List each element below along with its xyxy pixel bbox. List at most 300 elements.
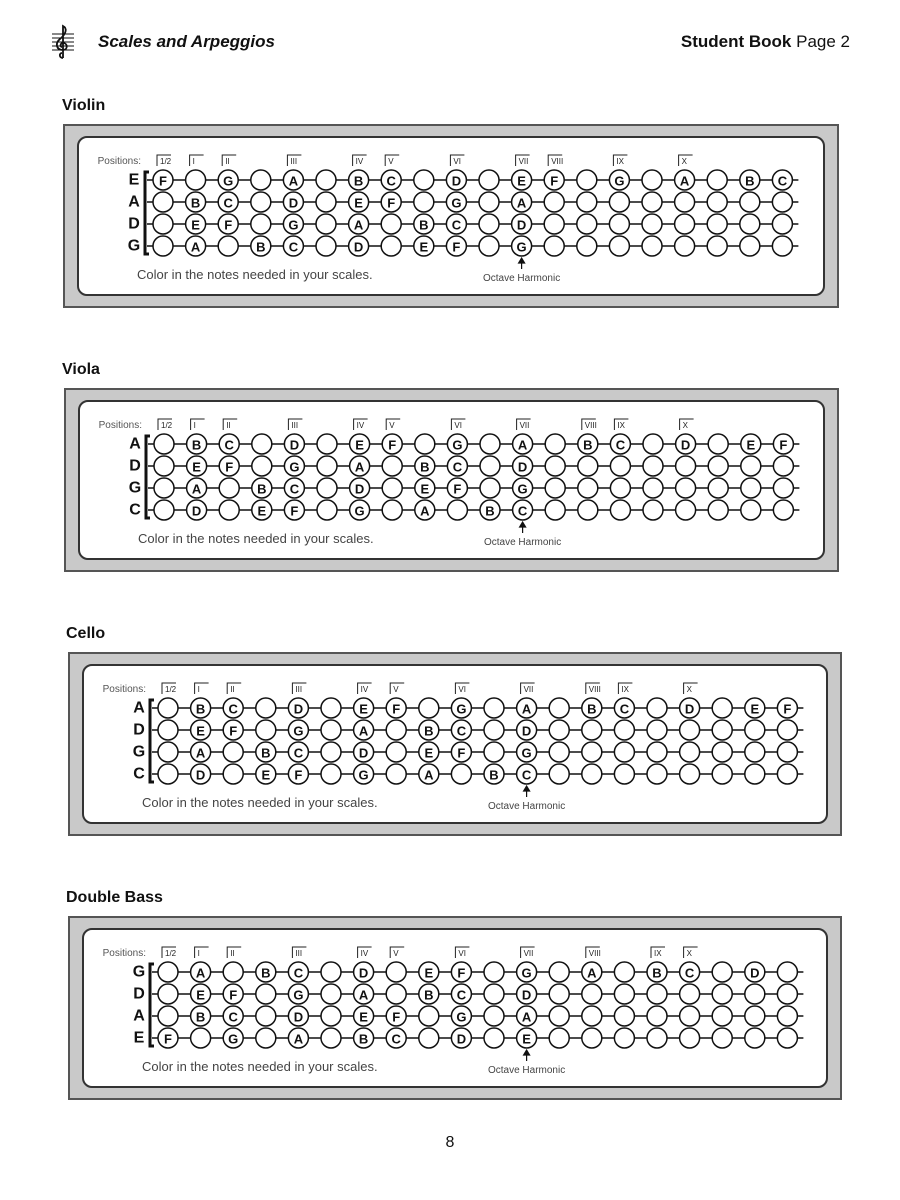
note-label: G <box>516 239 527 255</box>
note-circle <box>647 720 667 740</box>
note-label: F <box>453 481 462 497</box>
note-label: G <box>293 987 304 1003</box>
section-title-cello: Cello <box>66 625 106 642</box>
note-label: C <box>456 987 467 1003</box>
note-circle <box>773 500 793 520</box>
cello-fingerboard-chart <box>84 666 832 826</box>
note-label: D <box>353 239 364 255</box>
string-name-g: G <box>132 963 146 981</box>
positions-label: Positions: <box>102 684 146 695</box>
note-circle <box>676 500 696 520</box>
string-name-g: G <box>127 237 141 255</box>
note-circle <box>386 720 406 740</box>
position-marker-label: IV <box>355 157 364 166</box>
position-marker-label: IV <box>360 949 369 958</box>
note-circle <box>647 698 667 718</box>
double-bass-fingerboard-chart <box>84 930 832 1090</box>
octave-harmonic-label: Octave Harmonic <box>487 1065 566 1076</box>
note-circle <box>708 478 728 498</box>
note-circle <box>218 236 238 256</box>
note-circle <box>321 984 341 1004</box>
note-circle <box>321 1006 341 1026</box>
positions-label: Positions: <box>98 420 142 431</box>
note-label: F <box>290 503 299 519</box>
note-label: F <box>229 723 238 739</box>
note-label: G <box>452 437 463 453</box>
note-circle <box>321 720 341 740</box>
note-circle <box>154 456 174 476</box>
position-marker-label: II <box>230 685 235 694</box>
position-marker-label: IV <box>360 685 369 694</box>
note-circle <box>544 192 564 212</box>
string-name-d: D <box>128 215 140 233</box>
note-label: B <box>583 437 593 453</box>
note-circle <box>451 764 471 784</box>
note-label: A <box>354 459 365 475</box>
note-circle <box>740 236 760 256</box>
note-label: C <box>391 1031 401 1047</box>
note-circle <box>158 1006 178 1026</box>
note-circle <box>582 984 602 1004</box>
note-circle <box>419 1028 439 1048</box>
positions-label: Positions: <box>97 156 141 167</box>
note-label: F <box>225 459 234 475</box>
note-label: B <box>424 723 434 739</box>
note-label: E <box>424 965 434 981</box>
note-label: A <box>420 503 430 519</box>
note-circle <box>643 500 663 520</box>
note-label: E <box>522 1031 531 1047</box>
position-marker-label: IX <box>617 421 625 430</box>
position-marker-label: VIII <box>551 157 564 166</box>
note-circle <box>614 984 634 1004</box>
note-label: C <box>224 437 234 453</box>
note-label: G <box>614 173 625 189</box>
note-label: D <box>517 459 528 475</box>
note-circle <box>772 236 792 256</box>
note-label: G <box>288 217 299 233</box>
note-label: B <box>489 767 499 783</box>
note-circle <box>577 214 597 234</box>
violin-fingerboard-card <box>77 136 825 296</box>
position-marker-label: III <box>295 685 303 694</box>
note-circle <box>610 478 630 498</box>
note-label: G <box>521 965 532 981</box>
note-circle <box>773 456 793 476</box>
page-label: Page 2 <box>796 32 850 51</box>
note-label: C <box>615 437 626 453</box>
position-marker-label: X <box>686 949 692 958</box>
note-circle <box>158 720 178 740</box>
note-circle <box>316 236 336 256</box>
position-marker-label: I <box>197 685 200 694</box>
note-label: D <box>358 745 369 761</box>
string-name-a: A <box>128 193 140 211</box>
note-circle <box>252 434 272 454</box>
note-circle <box>484 962 504 982</box>
note-label: F <box>550 173 559 189</box>
note-circle <box>642 192 662 212</box>
note-circle <box>414 170 434 190</box>
note-label: D <box>358 965 369 981</box>
note-circle <box>544 214 564 234</box>
note-circle <box>578 500 598 520</box>
note-label: D <box>516 217 527 233</box>
note-label: A <box>288 173 299 189</box>
note-circle <box>386 984 406 1004</box>
note-circle <box>577 192 597 212</box>
note-label: F <box>392 701 401 717</box>
note-label: D <box>521 987 532 1003</box>
position-marker-label: VII <box>523 685 534 694</box>
note-circle <box>642 214 662 234</box>
note-label: G <box>293 723 304 739</box>
note-label: F <box>457 965 466 981</box>
position-marker-label: II <box>225 157 230 166</box>
note-label: C <box>228 1009 238 1025</box>
position-marker-label: III <box>295 949 303 958</box>
note-circle <box>745 1028 765 1048</box>
double-bass-panel <box>68 916 842 1100</box>
string-brace <box>146 436 150 518</box>
note-label: B <box>191 437 202 453</box>
note-circle <box>740 214 760 234</box>
note-circle <box>256 1006 276 1026</box>
note-label: B <box>652 965 662 981</box>
positions-label: Positions: <box>102 948 146 959</box>
note-label: F <box>388 437 397 453</box>
note-label: C <box>521 767 532 783</box>
note-circle <box>154 500 174 520</box>
octave-harmonic-label: Octave Harmonic <box>487 801 566 812</box>
note-circle <box>708 434 728 454</box>
note-circle <box>614 742 634 762</box>
note-label: E <box>191 217 200 233</box>
octave-harmonic-label: Octave Harmonic <box>483 537 562 548</box>
note-circle <box>712 962 732 982</box>
note-circle <box>745 1006 765 1026</box>
note-circle <box>549 742 569 762</box>
string-name-a: A <box>133 699 145 717</box>
note-circle <box>316 170 336 190</box>
note-label: D <box>451 173 462 189</box>
note-circle <box>777 962 797 982</box>
note-label: G <box>456 701 467 717</box>
note-circle <box>745 764 765 784</box>
note-label: E <box>196 723 205 739</box>
note-circle <box>256 698 276 718</box>
note-label: F <box>164 1031 172 1047</box>
note-circle <box>614 1006 634 1026</box>
note-circle <box>381 214 401 234</box>
note-circle <box>317 456 337 476</box>
note-circle <box>480 478 500 498</box>
note-label: C <box>777 173 788 189</box>
note-label: C <box>289 481 300 497</box>
note-label: B <box>587 701 597 717</box>
note-circle <box>158 764 178 784</box>
note-circle <box>419 698 439 718</box>
note-circle <box>479 236 499 256</box>
note-circle <box>321 742 341 762</box>
note-circle <box>316 192 336 212</box>
note-circle <box>191 1028 211 1048</box>
position-marker-label: X <box>682 421 688 430</box>
note-circle <box>741 456 761 476</box>
note-circle <box>609 236 629 256</box>
note-circle <box>153 192 173 212</box>
position-marker-label: IX <box>621 685 629 694</box>
octave-harmonic-label: Octave Harmonic <box>482 273 561 284</box>
position-marker-label: VI <box>458 949 466 958</box>
note-circle <box>577 236 597 256</box>
note-circle <box>582 1028 602 1048</box>
note-circle <box>484 698 504 718</box>
note-label: A <box>679 173 690 189</box>
note-label: B <box>195 1009 206 1025</box>
note-circle <box>577 170 597 190</box>
note-label: B <box>190 195 201 211</box>
note-label: G <box>521 745 532 761</box>
note-label: A <box>358 723 369 739</box>
note-circle <box>386 764 406 784</box>
position-marker-label: II <box>226 421 231 430</box>
harmonic-arrow-head <box>524 1050 530 1055</box>
note-label: A <box>424 767 434 783</box>
string-name-e: E <box>128 171 140 189</box>
position-marker-label: III <box>290 157 298 166</box>
note-circle <box>647 742 667 762</box>
note-circle <box>680 1028 700 1048</box>
note-circle <box>643 478 663 498</box>
note-circle <box>251 214 271 234</box>
note-circle <box>582 742 602 762</box>
note-circle <box>773 478 793 498</box>
note-circle <box>675 236 695 256</box>
note-label: E <box>359 1009 368 1025</box>
page-header <box>0 0 900 70</box>
note-circle <box>256 984 276 1004</box>
string-name-c: C <box>129 501 141 519</box>
note-circle <box>745 984 765 1004</box>
note-label: F <box>229 987 238 1003</box>
section-title-viola: Viola <box>62 361 100 378</box>
note-label: E <box>424 745 434 761</box>
note-circle <box>251 192 271 212</box>
note-circle <box>484 720 504 740</box>
note-label: E <box>354 195 363 211</box>
note-circle <box>614 962 634 982</box>
note-label: C <box>223 195 233 211</box>
note-circle <box>186 170 206 190</box>
note-circle <box>712 1028 732 1048</box>
string-name-e: E <box>133 1029 145 1047</box>
position-marker-label: VIII <box>588 949 601 958</box>
viola-fingerboard-chart <box>80 402 828 562</box>
string-name-g: G <box>132 743 146 761</box>
string-name-a: A <box>133 1007 145 1025</box>
section-title-double-bass: Double Bass <box>66 889 163 906</box>
note-circle <box>382 478 402 498</box>
note-circle <box>484 1006 504 1026</box>
note-label: D <box>191 503 202 519</box>
note-label: D <box>684 701 695 717</box>
note-circle <box>675 192 695 212</box>
note-circle <box>256 1028 276 1048</box>
note-label: E <box>261 767 271 783</box>
note-circle <box>154 478 174 498</box>
treble-clef-icon <box>52 24 74 60</box>
position-marker-label: VI <box>458 685 466 694</box>
position-marker-label: IX <box>616 157 624 166</box>
note-label: B <box>358 1031 369 1047</box>
position-marker-label: I <box>197 949 200 958</box>
note-circle <box>549 962 569 982</box>
note-label: E <box>257 503 267 519</box>
note-circle <box>777 1028 797 1048</box>
note-circle <box>158 698 178 718</box>
note-label: G <box>223 173 234 189</box>
cello-panel <box>68 652 842 836</box>
note-circle <box>707 192 727 212</box>
color-instructions: Color in the notes needed in your scales. <box>137 267 373 282</box>
position-marker-label: VII <box>523 949 534 958</box>
note-circle <box>252 456 272 476</box>
note-circle <box>381 236 401 256</box>
note-label: D <box>680 437 691 453</box>
note-label: A <box>516 195 527 211</box>
note-label: E <box>196 987 205 1003</box>
note-circle <box>153 214 173 234</box>
harmonic-arrow-head <box>520 522 526 527</box>
note-label: E <box>517 173 526 189</box>
note-label: C <box>517 503 528 519</box>
note-circle <box>647 1028 667 1048</box>
note-circle <box>675 214 695 234</box>
color-instructions: Color in the notes needed in your scales. <box>142 1059 378 1074</box>
note-circle <box>582 1006 602 1026</box>
note-label: F <box>457 745 466 761</box>
note-circle <box>549 1006 569 1026</box>
note-circle <box>382 500 402 520</box>
position-marker-label: 1/2 <box>161 421 173 430</box>
note-circle <box>545 434 565 454</box>
note-circle <box>447 500 467 520</box>
note-circle <box>549 720 569 740</box>
note-label: E <box>419 239 429 255</box>
note-circle <box>642 170 662 190</box>
note-label: B <box>261 745 271 761</box>
note-circle <box>386 962 406 982</box>
position-marker-label: I <box>192 157 195 166</box>
position-marker-label: IX <box>654 949 662 958</box>
note-label: G <box>228 1031 239 1047</box>
note-circle <box>676 456 696 476</box>
note-label: E <box>750 701 760 717</box>
student-book-label: Student Book <box>680 32 792 51</box>
note-label: A <box>191 481 202 497</box>
note-circle <box>707 170 727 190</box>
string-name-c: C <box>133 765 145 783</box>
note-label: C <box>293 745 304 761</box>
note-label: B <box>353 173 364 189</box>
note-circle <box>321 764 341 784</box>
note-label: F <box>452 239 461 255</box>
position-marker-label: III <box>291 421 299 430</box>
book-title: Scales and Arpeggios <box>98 32 275 51</box>
note-label: C <box>684 965 695 981</box>
note-label: F <box>783 701 792 717</box>
note-label: C <box>451 217 462 233</box>
position-marker-label: VII <box>518 157 529 166</box>
note-circle <box>777 1006 797 1026</box>
note-circle <box>158 984 178 1004</box>
string-name-d: D <box>133 985 145 1003</box>
viola-fingerboard-card <box>78 400 825 560</box>
note-circle <box>479 214 499 234</box>
note-label: A <box>293 1031 304 1047</box>
note-label: D <box>354 481 365 497</box>
cello-fingerboard-card <box>82 664 828 824</box>
position-marker-label: V <box>393 949 399 958</box>
note-circle <box>545 478 565 498</box>
page-number: 8 <box>445 1134 455 1151</box>
note-label: F <box>159 173 167 189</box>
note-circle <box>772 214 792 234</box>
note-circle <box>223 764 243 784</box>
note-circle <box>707 214 727 234</box>
position-marker-label: V <box>388 157 394 166</box>
position-marker-label: VI <box>454 421 462 430</box>
note-label: A <box>353 217 364 233</box>
note-circle <box>545 500 565 520</box>
note-label: C <box>456 723 467 739</box>
position-marker-label: VII <box>519 421 530 430</box>
note-circle <box>484 984 504 1004</box>
note-circle <box>712 742 732 762</box>
note-circle <box>680 742 700 762</box>
position-marker-label: VIII <box>584 421 597 430</box>
note-label: D <box>293 1009 304 1025</box>
note-circle <box>545 456 565 476</box>
note-circle <box>549 764 569 784</box>
note-label: D <box>521 723 532 739</box>
note-circle <box>647 984 667 1004</box>
note-label: D <box>456 1031 467 1047</box>
note-label: C <box>452 459 463 475</box>
note-label: G <box>289 459 300 475</box>
position-marker-label: IV <box>356 421 365 430</box>
note-circle <box>317 478 337 498</box>
note-circle <box>251 170 271 190</box>
note-label: A <box>195 745 206 761</box>
note-label: F <box>294 767 303 783</box>
note-label: B <box>485 503 495 519</box>
note-circle <box>414 192 434 212</box>
note-label: A <box>517 437 528 453</box>
note-circle <box>777 720 797 740</box>
note-label: F <box>387 195 396 211</box>
position-marker-label: V <box>393 685 399 694</box>
position-marker-label: II <box>230 949 235 958</box>
note-circle <box>419 1006 439 1026</box>
note-label: E <box>355 437 364 453</box>
note-circle <box>154 434 174 454</box>
note-circle <box>647 764 667 784</box>
violin-fingerboard-chart <box>79 138 827 298</box>
note-label: D <box>288 195 299 211</box>
note-label: C <box>228 701 238 717</box>
